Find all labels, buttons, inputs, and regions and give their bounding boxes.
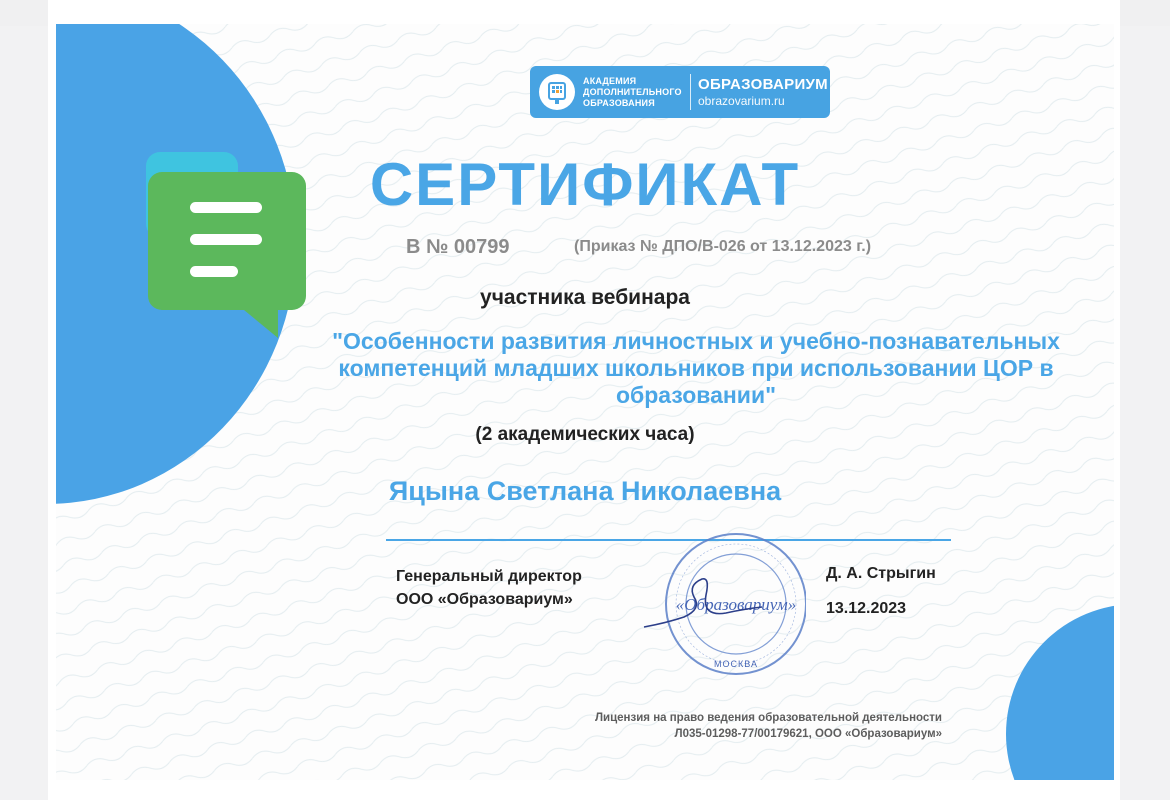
order-reference: (Приказ № ДПО/В-026 от 13.12.2023 г.)	[574, 238, 872, 255]
brand-block	[698, 76, 828, 109]
certificate-title: СЕРТИФИКАТ	[369, 151, 801, 218]
director-position-line2: ООО «Образовариум»	[396, 591, 573, 608]
logo-divider	[690, 74, 691, 110]
webinar-title: "Особенности развития личностных и учебно-познавательных компетенций младших школьников при использовании ЦОР в образовании"	[332, 328, 1060, 408]
license-line2: Л035-01298-77/00179621, ООО «Образовариум»	[674, 728, 942, 740]
recipient-name: Яцына Светлана Николаевна	[388, 476, 782, 506]
brand-name: ОБРАЗОВАРИУМ	[698, 75, 828, 93]
director-position-line1: Генеральный директор	[396, 568, 582, 585]
stamp-text: «Образовариум»	[675, 595, 797, 614]
official-stamp	[636, 529, 806, 679]
certificate-number: В № 00799	[406, 236, 510, 258]
certificate-sheet	[56, 24, 1114, 780]
academic-hours: (2 академических часа)	[475, 424, 695, 445]
participant-role: участника вебинара	[480, 286, 690, 309]
director-name: Д. А. Стрыгин	[826, 565, 936, 582]
academy-emblem-icon	[539, 74, 575, 110]
academy-name	[583, 76, 683, 109]
academy-name-line3: ОБРАЗОВАНИЯ	[583, 97, 655, 108]
academy-logo-badge	[530, 66, 830, 118]
certificate-page	[48, 0, 1120, 800]
academy-name-line2: ДОПОЛНИТЕЛЬНОГО	[583, 86, 682, 97]
director-position	[396, 565, 582, 611]
academy-name-line1: АКАДЕМИЯ	[583, 75, 637, 86]
license-line1: Лицензия на право ведения образовательной деятельности	[594, 712, 942, 724]
stamp-city: МОСКВА	[714, 659, 758, 669]
signature-date: 13.12.2023	[826, 600, 907, 617]
brand-url: obrazovarium.ru	[698, 93, 785, 108]
license-info	[456, 710, 942, 742]
